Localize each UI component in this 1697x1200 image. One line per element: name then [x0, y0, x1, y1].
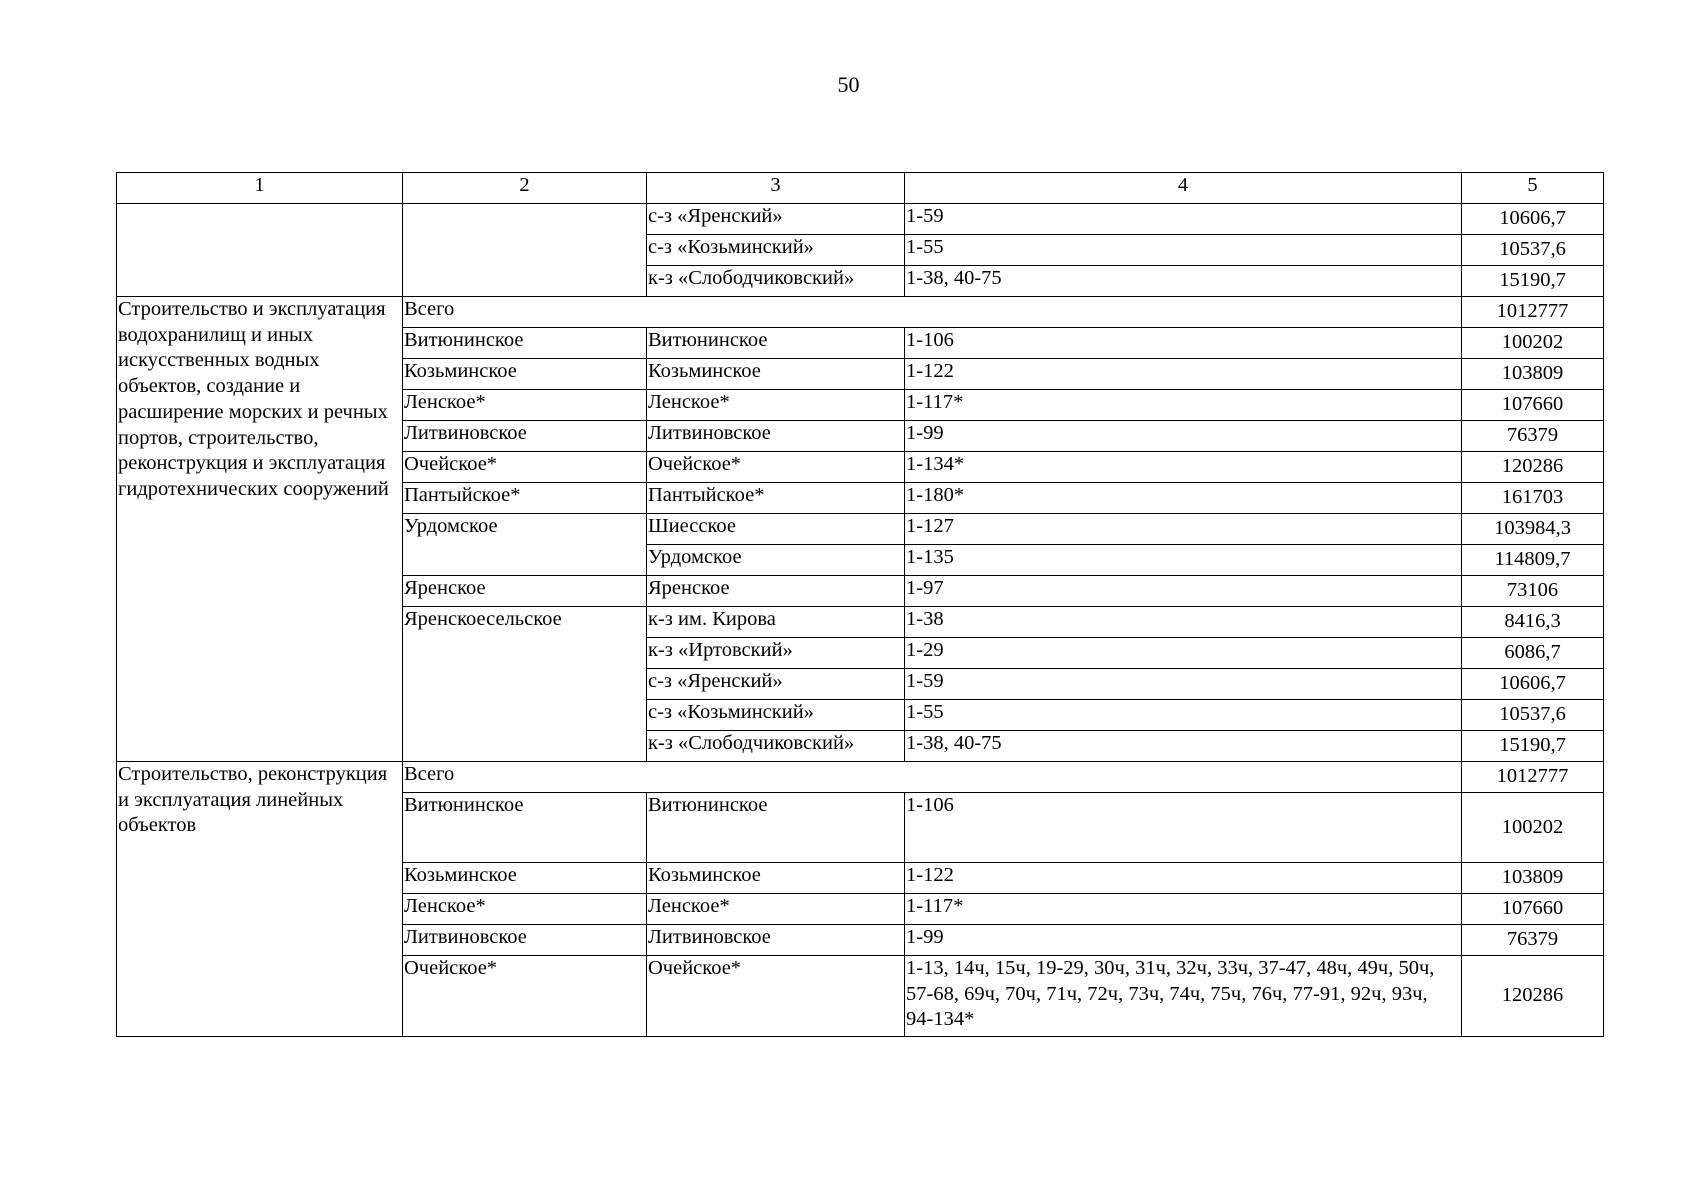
- area-cell: 100202: [1462, 793, 1604, 863]
- district-cell: Витюнинское: [647, 328, 905, 359]
- district-cell: Литвиновское: [647, 421, 905, 452]
- district-cell: Литвиновское: [647, 925, 905, 956]
- forestry-cell: Витюнинское: [403, 793, 647, 863]
- district-cell: Козьминское: [647, 359, 905, 390]
- quarters-cell: 1-117*: [905, 390, 1462, 421]
- area-cell: 103984,3: [1462, 514, 1604, 545]
- area-cell: 6086,7: [1462, 638, 1604, 669]
- district-cell: с-з «Яренский»: [647, 669, 905, 700]
- quarters-cell: 1-38: [905, 607, 1462, 638]
- forestry-cell: Литвиновское: [403, 925, 647, 956]
- quarters-cell: 1-122: [905, 359, 1462, 390]
- district-cell: Козьминское: [647, 863, 905, 894]
- column-header: 5: [1462, 173, 1604, 204]
- column-header: 1: [117, 173, 403, 204]
- area-cell: 73106: [1462, 576, 1604, 607]
- table-row: [117, 204, 1604, 235]
- section-title: Строительство, реконструкция и эксплуатация линейных объектов: [117, 762, 403, 1037]
- district-cell: Очейское*: [647, 452, 905, 483]
- forestry-cell: Яренское: [403, 576, 647, 607]
- area-cell: 103809: [1462, 359, 1604, 390]
- total-row: [117, 762, 1604, 793]
- area-cell: 76379: [1462, 925, 1604, 956]
- forestry-cell: Козьминское: [403, 359, 647, 390]
- district-cell: Витюнинское: [647, 793, 905, 863]
- quarters-cell: 1-29: [905, 638, 1462, 669]
- farm-cell: с-з «Яренский»: [647, 204, 905, 235]
- district-cell: Очейское*: [647, 956, 905, 1037]
- forestry-cell: Очейское*: [403, 452, 647, 483]
- area-cell: 120286: [1462, 956, 1604, 1037]
- quarters-cell: 1-180*: [905, 483, 1462, 514]
- district-cell: с-з «Козьминский»: [647, 700, 905, 731]
- total-label: Всего: [403, 297, 1462, 328]
- district-cell: Урдомское: [647, 545, 905, 576]
- area-cell: 10606,7: [1462, 669, 1604, 700]
- forestry-cell: Козьминское: [403, 863, 647, 894]
- district-cell: к-з «Слободчиковский»: [647, 731, 905, 762]
- area-cell: 76379: [1462, 421, 1604, 452]
- area-cell: 103809: [1462, 863, 1604, 894]
- quarters-cell: 1-97: [905, 576, 1462, 607]
- quarters-cell: 1-55: [905, 700, 1462, 731]
- page-number: 50: [837, 72, 860, 97]
- quarters-cell: 1-134*: [905, 452, 1462, 483]
- total-label: Всего: [403, 762, 1462, 793]
- total-value: 1012777: [1462, 762, 1604, 793]
- forestry-cell: Урдомское: [403, 514, 647, 576]
- area-cell: 10606,7: [1462, 204, 1604, 235]
- quarters-cell: 1-135: [905, 545, 1462, 576]
- district-cell: Ленское*: [647, 390, 905, 421]
- forestry-cell: Яренскоесельское: [403, 607, 647, 762]
- district-cell: к-з «Иртовский»: [647, 638, 905, 669]
- area-cell: 8416,3: [1462, 607, 1604, 638]
- quarters-cell: 1-59: [905, 204, 1462, 235]
- quarters-cell: 1-38, 40-75: [905, 266, 1462, 297]
- total-value: 1012777: [1462, 297, 1604, 328]
- area-cell: 107660: [1462, 894, 1604, 925]
- quarters-cell: 1-106: [905, 328, 1462, 359]
- column-header: 4: [905, 173, 1462, 204]
- area-cell: 161703: [1462, 483, 1604, 514]
- forestry-cell: Витюнинское: [403, 328, 647, 359]
- farm-cell: с-з «Козьминский»: [647, 235, 905, 266]
- district-cell: Ленское*: [647, 894, 905, 925]
- district-cell: к-з им. Кирова: [647, 607, 905, 638]
- quarters-cell: 1-117*: [905, 894, 1462, 925]
- lease-table: [116, 172, 1604, 1037]
- forestry-cell: Ленское*: [403, 894, 647, 925]
- area-cell: 15190,7: [1462, 266, 1604, 297]
- quarters-cell: 1-59: [905, 669, 1462, 700]
- district-cell: Пантыйское*: [647, 483, 905, 514]
- area-cell: 15190,7: [1462, 731, 1604, 762]
- area-cell: 114809,7: [1462, 545, 1604, 576]
- quarters-cell: 1-99: [905, 421, 1462, 452]
- forestry-cell: Пантыйское*: [403, 483, 647, 514]
- farm-cell: к-з «Слободчиковский»: [647, 266, 905, 297]
- area-cell: 107660: [1462, 390, 1604, 421]
- area-cell: 120286: [1462, 452, 1604, 483]
- column-header: 3: [647, 173, 905, 204]
- area-cell: 10537,6: [1462, 700, 1604, 731]
- forestry-cell: Литвиновское: [403, 421, 647, 452]
- quarters-cell: 1-99: [905, 925, 1462, 956]
- forestry-cell: Очейское*: [403, 956, 647, 1037]
- empty-cell: [403, 204, 647, 297]
- district-cell: Шиесское: [647, 514, 905, 545]
- section-title: Строительство и эксплуатация водохранилищ и иных искусственных водных объектов, создание и расширение морских и речных портов, строительство, реконструкция и эксплуатация гидротехнических сооружений: [117, 297, 403, 762]
- quarters-cell: 1-122: [905, 863, 1462, 894]
- quarters-cell: 1-127: [905, 514, 1462, 545]
- header-row: [117, 173, 1604, 204]
- district-cell: Яренское: [647, 576, 905, 607]
- quarters-cell: 1-55: [905, 235, 1462, 266]
- column-header: 2: [403, 173, 647, 204]
- empty-cell: [117, 204, 403, 297]
- quarters-cell: 1-13, 14ч, 15ч, 19-29, 30ч, 31ч, 32ч, 33ч, 37-47, 48ч, 49ч, 50ч, 57-68, 69ч, 70ч, 71ч, 72ч, 73ч, 74ч, 75ч, 76ч, 77-91, 92ч, 93ч, 94-134*: [905, 956, 1462, 1037]
- total-row: [117, 297, 1604, 328]
- quarters-cell: 1-106: [905, 793, 1462, 863]
- forestry-cell: Ленское*: [403, 390, 647, 421]
- area-cell: 10537,6: [1462, 235, 1604, 266]
- area-cell: 100202: [1462, 328, 1604, 359]
- quarters-cell: 1-38, 40-75: [905, 731, 1462, 762]
